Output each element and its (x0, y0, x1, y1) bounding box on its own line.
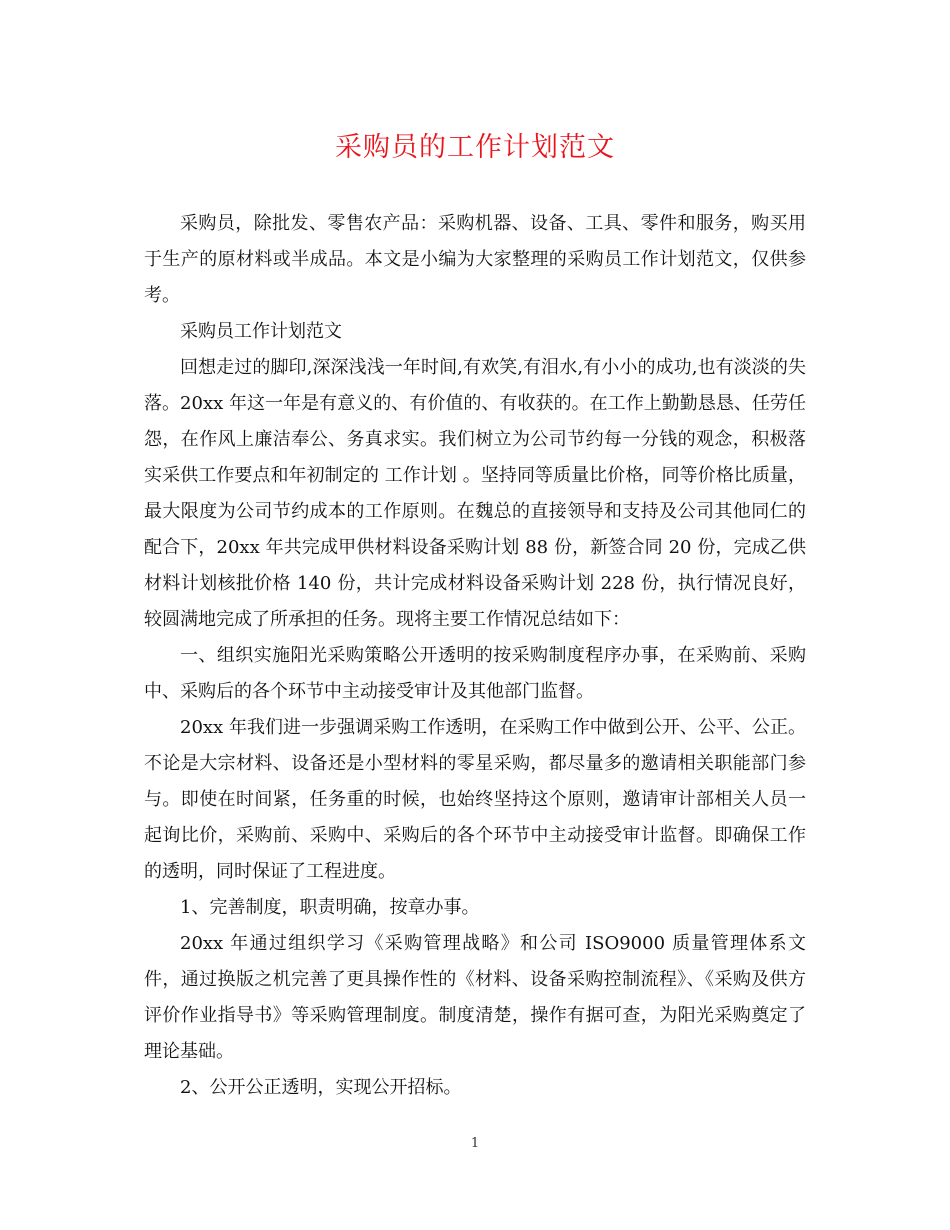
paragraph-section-one: 一、组织实施阳光采购策略公开透明的按采购制度程序办事，在采购前、采购中、采购后的各个环节中主动接受审计及其他部门监督。 (144, 645, 806, 702)
paragraph-item-one: 1、完善制度，职责明确，按章办事。 (180, 897, 480, 918)
paragraph-intro: 采购员，除批发、零售农产品：采购机器、设备、工具、零件和服务，购买用于生产的原材料或半成品。本文是小编为大家整理的采购员工作计划范文，仅供参考。 (144, 213, 806, 306)
paragraph-system: 20xx 年通过组织学习《采购管理战略》和公司 ISO9000 质量管理体系文件，通过换版之机完善了更具操作性的《材料、设备采购控制流程》、《采购及供方评价作业指导书》等采购管理制度。制度清楚，操作有据可查，为阳光采购奠定了理论基础。 (144, 933, 806, 1062)
page-number: 1 (470, 1136, 480, 1151)
paragraph-item-two: 2、公开公正透明，实现公开招标。 (180, 1077, 462, 1098)
paragraph-transparency: 20xx 年我们进一步强调采购工作透明，在采购工作中做到公开、公平、公正。不论是大宗材料、设备还是小型材料的零星采购，都尽量多的邀请相关职能部门参与。即使在时间紧，任务重的时候，也始终坚持这个原则，邀请审计部相关人员一起询比价，采购前、采购中、采购后的各个环节中主动接受审计监督。即确保工作的透明，同时保证了工程进度。 (144, 717, 806, 882)
document-title: 采购员的工作计划范文 (335, 132, 615, 163)
paragraph-review: 回想走过的脚印,深深浅浅一年时间,有欢笑,有泪水,有小小的成功,也有淡淡的失落。20xx 年这一年是有意义的、有价值的、有收获的。在工作上勤勤恳恳、任劳任怨，在作风上廉洁奉公、务真求实。我们树立为公司节约每一分钱的观念，积极落实采供工作要点和年初制定的 工作计划 。坚持同等质量比价格，同等价格比质量，最大限度为公司节约成本的工作原则。在魏总的直接领导和支持及公司其他同仁的配合下，20xx 年共完成甲供材料设备采购计划 88 份，新签合同 20 份，完成乙供材料计划核批价格 140 份，共计完成材料设备采购计划 228 份，执行情况良好，较圆满地完成了所承担的任务。现将主要工作情况总结如下： (144, 357, 806, 630)
document-body (144, 206, 806, 1106)
paragraph-subtitle: 采购员工作计划范文 (180, 321, 342, 342)
